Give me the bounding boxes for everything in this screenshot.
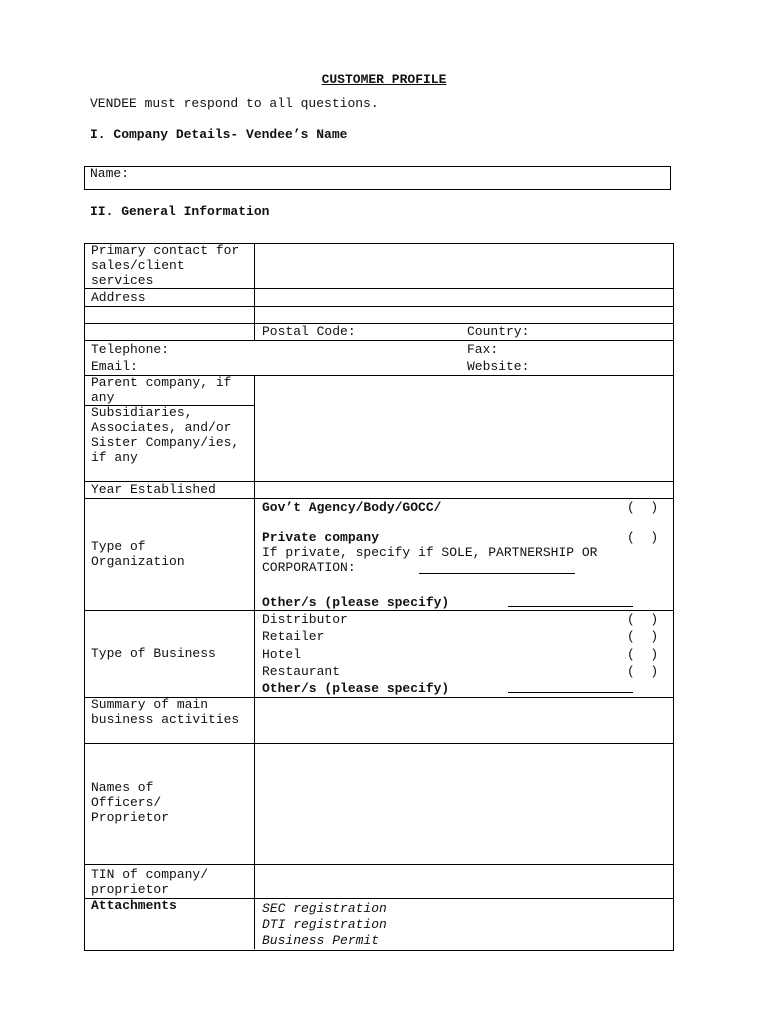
country-label: Country: [467, 324, 530, 339]
org-option-govt: Gov’t Agency/Body/GOCC/ [262, 500, 442, 515]
primary-contact-field[interactable] [255, 244, 672, 288]
year-established-field[interactable] [255, 482, 672, 498]
instruction-text: VENDEE must respond to all questions. [90, 96, 379, 111]
subsidiaries-label: Subsidiaries, Associates, and/or Sister Company/ies, if any [91, 405, 240, 465]
business-option-others: Other/s (please specify) [262, 681, 450, 696]
org-private-specify-line[interactable] [419, 563, 575, 574]
org-private-specify: If private, specify if SOLE, PARTNERSHIP OR CORPORATION: [262, 545, 598, 575]
address-field[interactable] [255, 289, 672, 306]
org-private-checkbox[interactable]: ( ) [627, 530, 659, 545]
officers-label: Names of Officers/ Proprietor [91, 780, 170, 825]
business-option-hotel: Hotel [262, 647, 302, 662]
tin-label: TIN of company/ proprietor [91, 867, 209, 897]
fax-label: Fax: [467, 342, 499, 357]
section2-heading: II. General Information [90, 204, 270, 219]
org-option-others: Other/s (please specify) [262, 595, 450, 610]
attachment-sec: SEC registration [262, 901, 387, 916]
postal-code-label: Postal Code: [262, 324, 356, 339]
summary-label: Summary of main business activities [91, 697, 240, 727]
section1-heading: I. Company Details- Vendee’s Name [90, 127, 348, 142]
type-of-business-label: Type of Business [91, 646, 216, 661]
website-label: Website: [467, 359, 530, 374]
type-of-organization-label: Type of Organization [91, 539, 185, 569]
primary-contact-label: Primary contact for sales/client services [91, 243, 240, 288]
officers-field[interactable] [255, 744, 672, 864]
business-others-line[interactable] [508, 682, 633, 693]
business-option-distributor: Distributor [262, 612, 348, 627]
org-others-line[interactable] [508, 596, 633, 607]
business-retailer-checkbox[interactable]: ( ) [627, 629, 659, 644]
parent-company-label: Parent company, if any [91, 375, 232, 405]
org-govt-checkbox[interactable]: ( ) [627, 500, 659, 515]
address-label: Address [91, 290, 146, 305]
summary-field[interactable] [255, 698, 672, 743]
year-established-label: Year Established [91, 482, 216, 497]
tin-field[interactable] [255, 865, 672, 898]
org-option-private: Private company [262, 530, 380, 545]
business-option-restaurant: Restaurant [262, 664, 341, 679]
business-option-retailer: Retailer [262, 629, 325, 644]
parent-subsidiaries-field[interactable] [255, 376, 672, 481]
name-label: Name: [90, 166, 130, 181]
attachment-dti: DTI registration [262, 917, 387, 932]
business-distributor-checkbox[interactable]: ( ) [627, 612, 659, 627]
business-restaurant-checkbox[interactable]: ( ) [627, 664, 659, 679]
document-title: CUSTOMER PROFILE [321, 72, 447, 87]
attachments-label: Attachments [91, 898, 177, 913]
email-label: Email: [91, 359, 138, 374]
business-hotel-checkbox[interactable]: ( ) [627, 647, 659, 662]
telephone-label: Telephone: [91, 342, 170, 357]
name-field[interactable] [84, 166, 671, 190]
attachment-business-permit: Business Permit [262, 933, 380, 948]
